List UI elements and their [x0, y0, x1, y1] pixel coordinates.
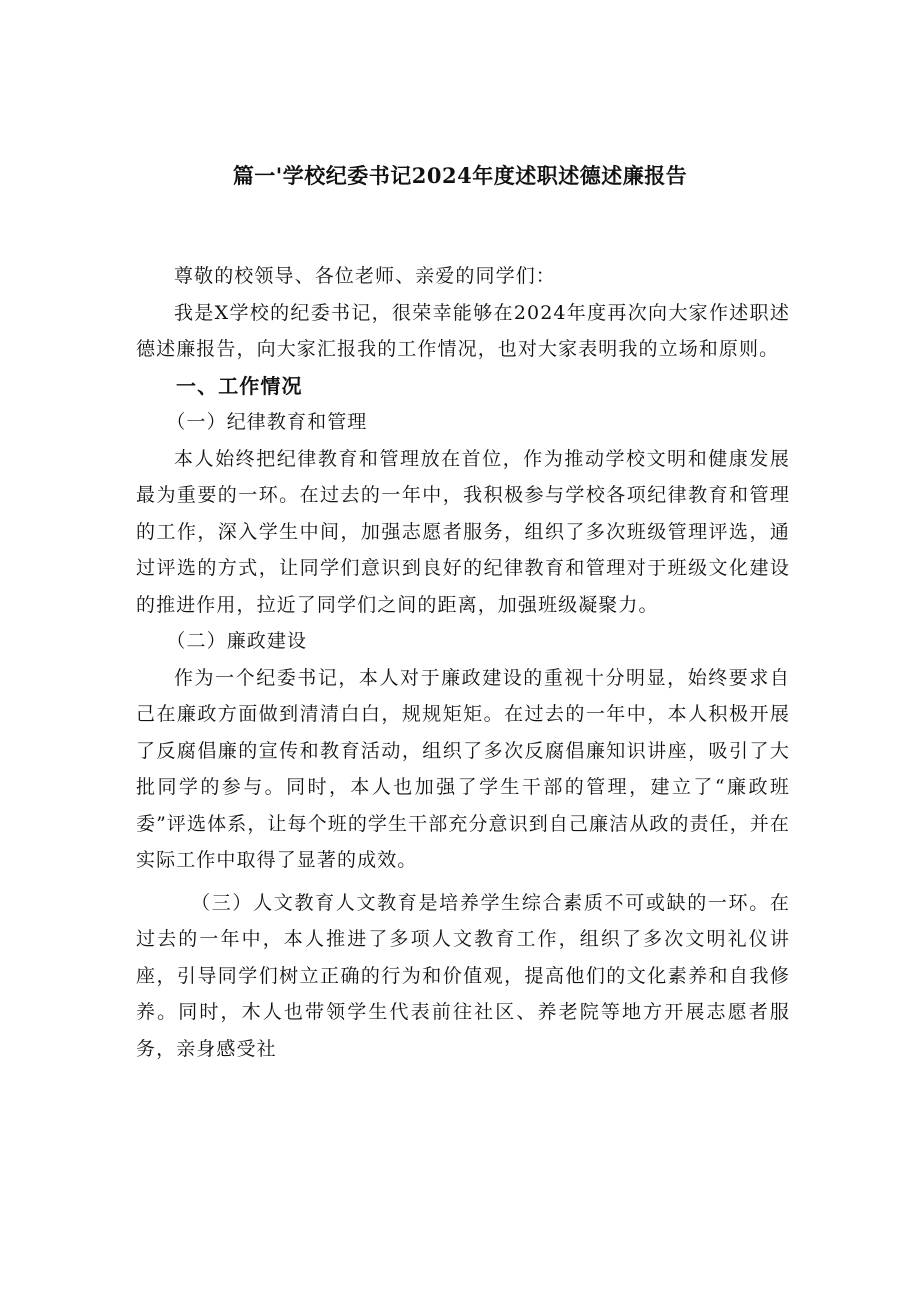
subsection-heading-discipline: （一）纪律教育和管理 — [166, 411, 368, 433]
document-body — [136, 258, 790, 1067]
intro-paragraph: 我是X学校的纪委书记，很荣幸能够在2024年度再次向大家作述职述德述廉报告，向大家汇报我的工作情况，也对大家表明我的立场和原则。 — [136, 301, 790, 360]
section-heading-work: 一、工作情况 — [176, 373, 303, 398]
salutation-paragraph: 尊敬的校领导、各位老师、亲爱的同学们： — [174, 265, 556, 287]
discipline-paragraph: 本人始终把纪律教育和管理放在首位，作为推动学校文明和健康发展最为重要的一环。在过去的一年中，我积极参与学校各项纪律教育和管理的工作，深入学生中间，加强志愿者服务，组织了多次班级管理评选，通过评选的方式，让同学们意识到良好的纪律教育和管理对于班级文化建设的推进作用，拉近了同学们之间的距离，加强班级凝聚力。 — [136, 447, 790, 616]
subsection-heading-integrity: （二）廉政建设 — [166, 630, 308, 652]
humanities-paragraph: （三）人文教育人文教育是培养学生综合素质不可或缺的一环。在过去的一年中，本人推进了多项人文教育工作，组织了多次文明礼仪讲座，引导同学们树立正确的行为和价值观，提高他们的文化素养和自我修养。同时，木人也带领学生代表前往社区、养老院等地方开展志愿者服务，亲身感受社 — [136, 891, 790, 1060]
document-title: 篇一'学校纪委书记2024年度述职述德述廉报告 — [232, 163, 688, 188]
integrity-paragraph: 作为一个纪委书记，本人对于廉政建设的重视十分明显，始终要求自己在廉政方面做到清清白白，规规矩矩。在过去的一年中，本人积极开展了反腐倡廉的宣传和教育活动，组织了多次反腐倡廉知识讲座，吸引了大批同学的参与。同时，本人也加强了学生干部的管理，建立了“廉政班委”评选体系，让每个班的学生干部充分意识到自己廉洁从政的责任，并在实际工作中取得了显著的成效。 — [136, 666, 791, 871]
